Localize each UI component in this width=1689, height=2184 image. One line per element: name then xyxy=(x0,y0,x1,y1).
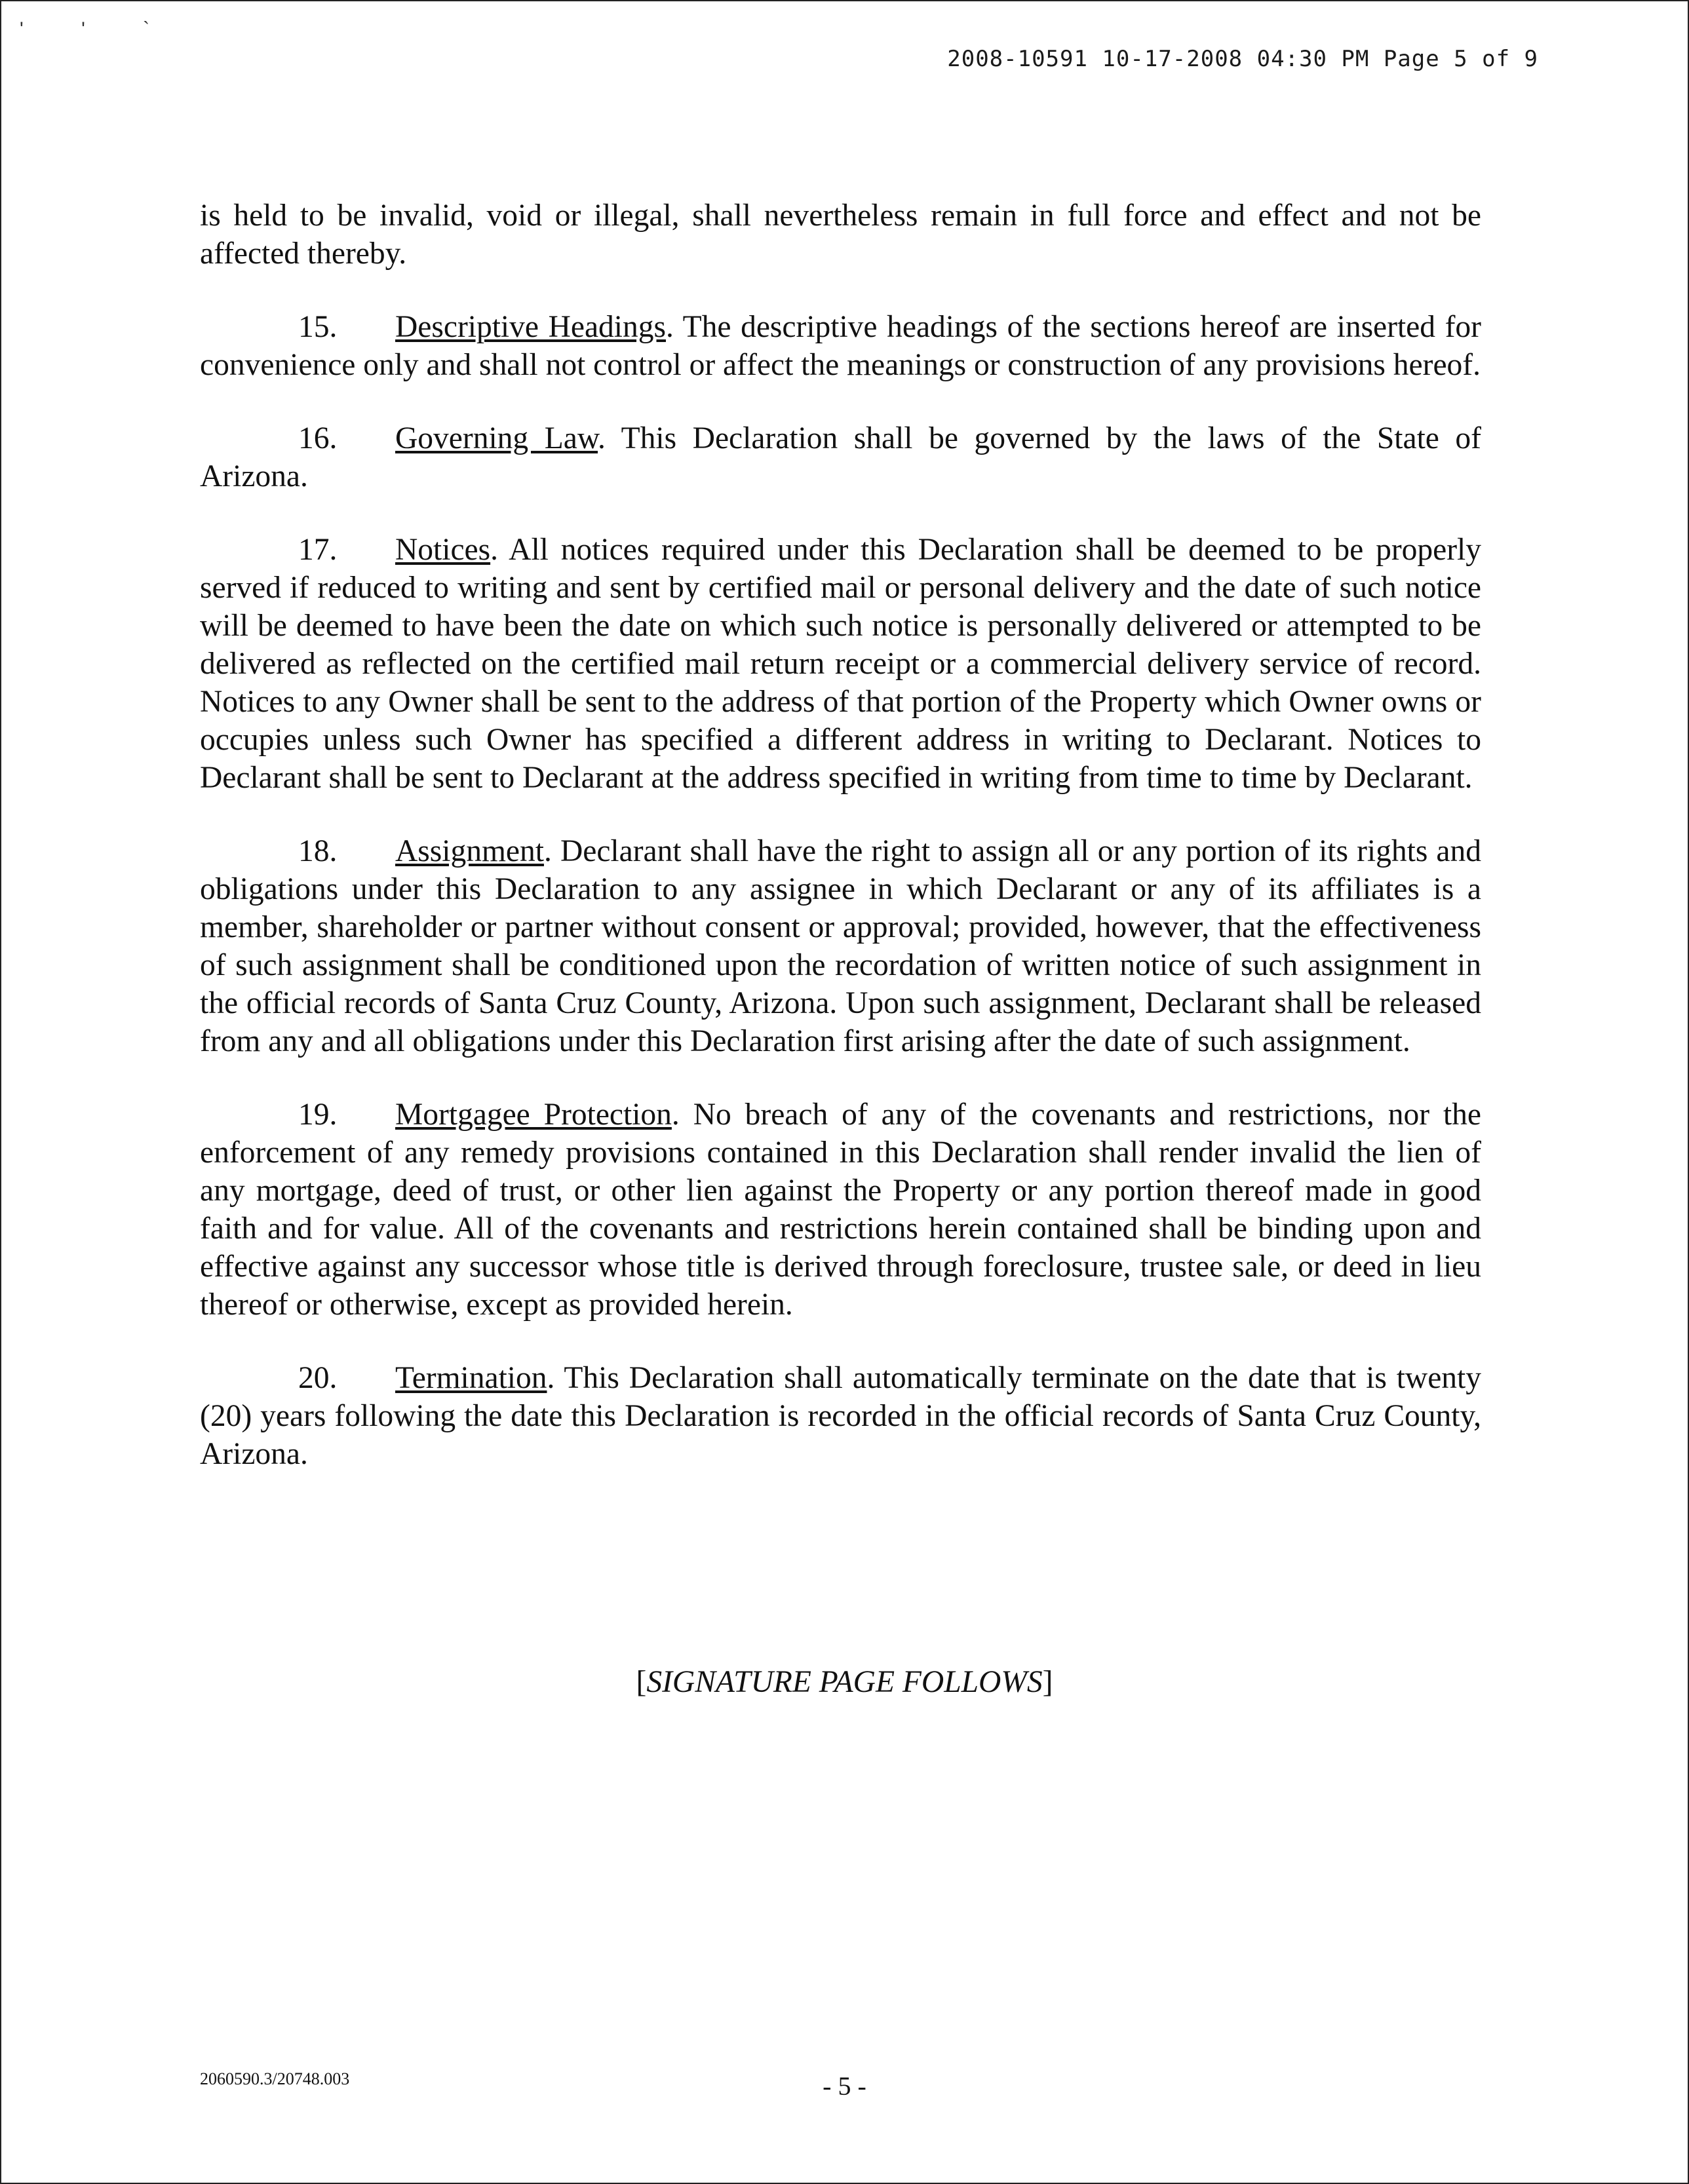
signature-page-note xyxy=(0,1664,1689,1700)
section-19 xyxy=(200,1096,1481,1324)
section-heading: Notices xyxy=(395,533,491,567)
bracket-open: [ xyxy=(636,1665,647,1699)
section-number: 15. xyxy=(298,310,338,344)
section-number: 18. xyxy=(298,834,338,868)
section-text: . Declarant shall have the right to assign all or any portion of its rights and obligations under this Declaration to any assignee in which Declarant or any of its affiliates is a member, shareholder or partner without consent or approval; provided, however, that the effectiveness of such assignment shall be conditioned upon the recordation of written notice of such assignment in the official records of Santa Cruz County, Arizona. Upon such assignment, Declarant shall be released from any and all obligations under this Declaration first arising after the date of such assignment. xyxy=(200,834,1481,1058)
section-16 xyxy=(200,419,1481,495)
page-number: - 5 - xyxy=(823,2071,866,2101)
section-heading: Assignment xyxy=(395,834,544,868)
document-id: 2060590.3/20748.003 xyxy=(200,2069,350,2088)
document-body xyxy=(200,197,1481,1508)
continuation-paragraph: is held to be invalid, void or illegal, shall nevertheless remain in full force and effect and not be affected thereby. xyxy=(200,199,1481,271)
section-17 xyxy=(200,531,1481,797)
section-text: . This Declaration shall automatically terminate on the date that is twenty (20) years following the date this Declaration is recorded in the official records of Santa Cruz County, Arizona. xyxy=(200,1361,1481,1471)
section-number: 20. xyxy=(298,1361,338,1395)
recording-stamp: 2008-10591 10-17-2008 04:30 PM Page 5 of 9 xyxy=(947,46,1538,72)
section-number: 17. xyxy=(298,533,338,567)
section-text: . The descriptive headings of the sections hereof are inserted for convenience only and shall not control or affect the meanings or construction of any provisions hereof. xyxy=(200,310,1481,382)
section-20 xyxy=(200,1359,1481,1473)
section-heading: Termination xyxy=(395,1361,547,1395)
section-text: . All notices required under this Declaration shall be deemed to be properly served if reduced to writing and sent by certified mail or personal delivery and the date of such notice will be deemed to have been the date on which such notice is personally delivered or attempted to be delivered as reflected on the certified mail return receipt or a commercial delivery service of record. Notices to any Owner shall be sent to the address of that portion of the Property which Owner owns or occupies unless such Owner has specified a different address in writing to Declarant. Notices to Declarant shall be sent to Declarant at the address specified in writing from time to time by Declarant. xyxy=(200,533,1481,795)
signature-note-text: SIGNATURE PAGE FOLLOWS xyxy=(646,1665,1043,1699)
section-heading: Governing Law xyxy=(395,421,598,455)
section-18 xyxy=(200,832,1481,1060)
section-heading: Descriptive Headings xyxy=(395,310,666,344)
bracket-close: ] xyxy=(1042,1665,1053,1699)
section-15 xyxy=(200,308,1481,384)
section-number: 19. xyxy=(298,1098,338,1132)
section-text: . No breach of any of the covenants and restrictions, nor the enforcement of any remedy provisions contained in this Declaration shall render invalid the lien of any mortgage, deed of trust, or other lien against the Property or any portion thereof made in good faith and for value. All of the covenants and restrictions herein contained shall be binding upon and effective against any successor whose title is derived through foreclosure, trustee sale, or deed in lieu thereof or otherwise, except as provided herein. xyxy=(200,1098,1481,1322)
section-number: 16. xyxy=(298,421,338,455)
section-text: . This Declaration shall be governed by the laws of the State of Arizona. xyxy=(200,421,1481,493)
scan-specks: ' ' ` xyxy=(20,18,176,40)
section-heading: Mortgagee Protection xyxy=(395,1098,672,1132)
